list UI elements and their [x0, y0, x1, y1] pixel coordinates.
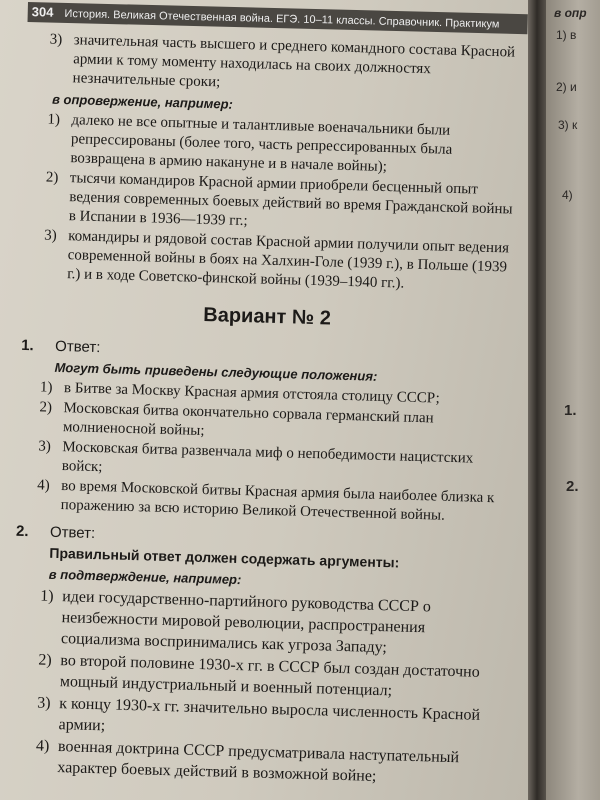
- running-title: История. Великая Отечественная война. ЕГЭ. 10–11 классы. Справочник. Практикум: [64, 7, 500, 31]
- adjacent-page-text: 3) к: [558, 118, 578, 132]
- item-text: тысячи командиров Красной армии приобрели бесценный опыт ведения современных боевых действий во время Гражданской войны в Испании в 1936—1939 гг.;: [68, 170, 513, 230]
- adjacent-page-text: 2) и: [556, 80, 577, 94]
- question-1-answer: [16, 336, 511, 528]
- confirm-lead: в подтверждение, например:: [48, 566, 242, 588]
- item-number: 4): [35, 737, 50, 755]
- item-number: 2): [38, 651, 52, 669]
- adjacent-page-text: 2.: [566, 478, 579, 495]
- item-text: к концу 1930-х гг. значительно выросла численность Красной армии;: [58, 695, 481, 735]
- page-number: 304: [31, 4, 54, 20]
- item-number: 1): [47, 111, 61, 128]
- item-text: значительная часть высшего и среднего командного состава Красной армии к тому моменту находилась на своих должностях незначительные сроки;: [72, 32, 516, 91]
- adjacent-page: [546, 0, 600, 800]
- running-header: [28, 2, 528, 34]
- question-number: 2.: [15, 522, 29, 541]
- item-number: 1): [39, 379, 53, 396]
- item-number: 3): [36, 694, 51, 712]
- item-text: во второй половине 1930-х гг. в СССР был создан достаточно мощный индустриальный и военный потенциал;: [59, 652, 480, 700]
- item-text: в Битве за Москву Красная армия отстояла столицу СССР;: [63, 380, 440, 407]
- item-text: идеи государственно-партийного руководства СССР о неизбежности мировой революции, распространения социализма воспринимались как угроза Западу;: [60, 588, 432, 657]
- item-number: 2): [39, 399, 53, 416]
- item-number: 4): [37, 477, 51, 494]
- adjacent-page-text: 1) в: [556, 28, 577, 42]
- book-gutter: [528, 0, 546, 800]
- page-content: [9, 30, 520, 791]
- item-text: далеко не все опытные и талантливые военачальники были репрессированы (более того, часть репрессированных была возвращена в армию накануне и в начале войны);: [70, 112, 453, 176]
- question-2-answer: [9, 522, 506, 791]
- adjacent-page-text: 4): [562, 188, 573, 202]
- item-text: Московская битва развенчала миф о непобедимости нацистских войск;: [61, 439, 474, 476]
- variant-title: Вариант № 2: [202, 303, 332, 330]
- item-number: 1): [39, 587, 54, 605]
- refute-lead: в опровержение, например:: [51, 91, 234, 112]
- item-text: командиры и рядовой состав Красной армии получили опыт ведения современной войны в боях на Халхин-Голе (1939 г.), в Польше (1939 г.) и в ходе Советско-финской войны (1939–1940 гг.).: [66, 228, 510, 292]
- answer-label: Ответ:: [49, 523, 96, 543]
- answer-lead: Правильный ответ должен содержать аргументы:: [49, 544, 400, 571]
- question-number: 1.: [20, 336, 34, 355]
- previous-answer-block: [23, 30, 520, 297]
- item-text: во время Московской битвы Красная армия была наиболее близка к поражению за всю историю Великой Отечественной войны.: [60, 478, 495, 524]
- answer-label: Ответ:: [54, 337, 101, 357]
- item-text: Московская битва окончательно сорвала германский план молниеносной войны;: [62, 400, 434, 440]
- item-number: 3): [44, 227, 57, 244]
- item-number: 2): [45, 169, 59, 186]
- adjacent-page-text: 1.: [564, 402, 577, 419]
- item-text: военная доктрина СССР предусматривала наступательный характер боевых действий в возможной войне;: [57, 738, 460, 785]
- item-number: 3): [49, 31, 63, 48]
- answer-lead: Могут быть приведены следующие положения:: [54, 359, 378, 384]
- item-number: 3): [38, 438, 52, 455]
- adjacent-page-text: в опр: [554, 6, 587, 20]
